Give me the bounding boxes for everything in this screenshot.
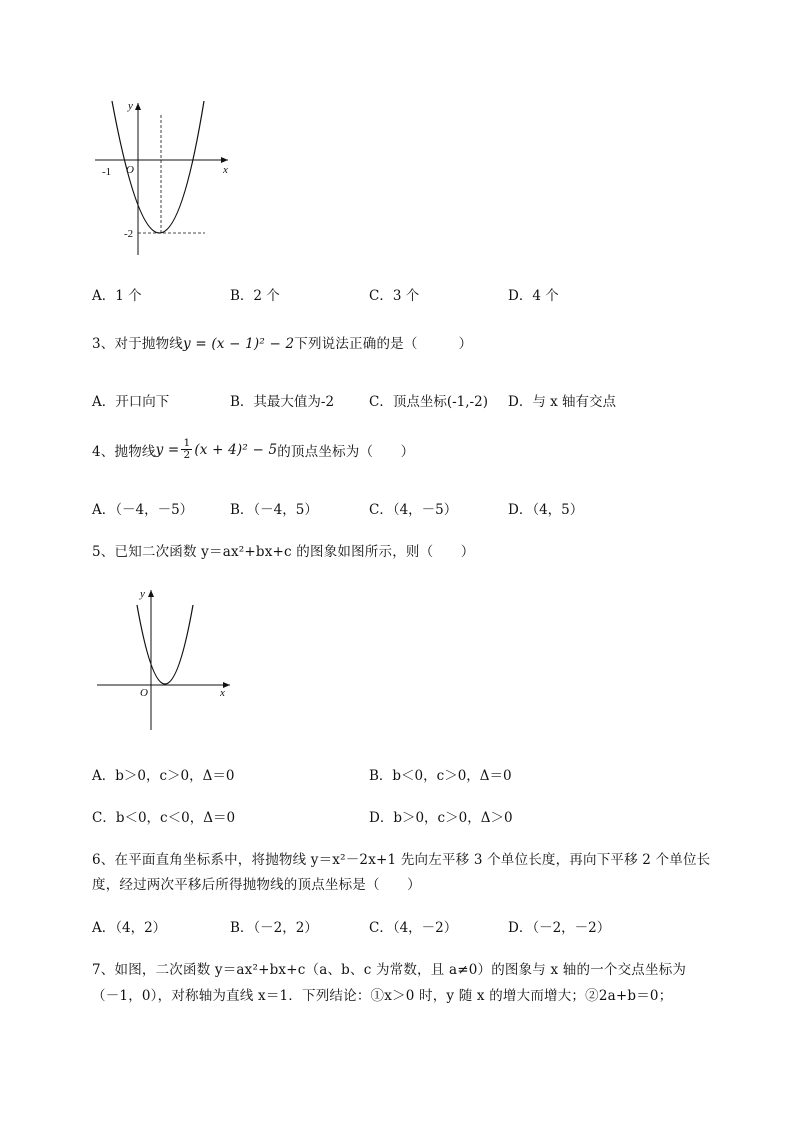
question-7-line-2: （－1，0），对称轴为直线 x＝1．下列结论：①x＞0 时，y 随 x 的增大而增大；②2a+b＝0；: [92, 988, 673, 1004]
axis-label-x: x: [223, 164, 228, 176]
question-5: 5、已知二次函数 y＝ax²+bx+c 的图象如图所示，则（ ）: [92, 544, 475, 560]
q6-option-a[interactable]: A．（4，2）: [92, 920, 167, 936]
q4-fraction: [181, 438, 192, 461]
y-axis-arrow: [135, 103, 141, 110]
q2-option-b[interactable]: B．2 个: [230, 288, 280, 304]
axis-label-y: y: [128, 100, 133, 112]
q4-option-b[interactable]: B．（－4，5）: [230, 502, 318, 518]
tick-label-neg1: -1: [102, 166, 112, 178]
q3-option-c[interactable]: C．顶点坐标(-1,-2): [369, 394, 488, 410]
question-6-line-1: 6、在平面直角坐标系中，将抛物线 y＝x²－2x+1 先向左平移 3 个单位长度，再向下平移 2 个单位长: [92, 852, 711, 868]
q4-prefix: 4、抛物线: [92, 443, 156, 460]
parabola-curve: [137, 605, 193, 684]
q5-option-c[interactable]: C．b＜0，c＜0，Δ＝0: [92, 810, 236, 826]
q4-formula-right: (x + 4)² − 5: [194, 441, 278, 458]
origin-label: O: [140, 687, 148, 699]
q4-option-d[interactable]: D．（4，5）: [508, 502, 584, 518]
q2-option-a[interactable]: A．1 个: [92, 288, 142, 304]
y-axis-arrow: [148, 590, 154, 597]
question-6-line-2: 度，经过两次平移后所得抛物线的顶点坐标是（ ）: [92, 877, 421, 893]
q4-fraction-denominator: 2: [183, 449, 191, 461]
q6-option-c[interactable]: C．（4，－2）: [369, 920, 458, 936]
q3-prefix: 3、对于抛物线: [92, 336, 183, 352]
question-3: [92, 332, 472, 352]
question-4: [92, 438, 414, 461]
q5-option-a[interactable]: A．b＞0，c＞0，Δ＝0: [92, 768, 235, 784]
q4-fraction-numerator: 1: [183, 437, 191, 449]
q3-option-d[interactable]: D．与 x 轴有交点: [508, 394, 617, 410]
q5-option-d[interactable]: D．b＞0，c＞0，Δ＞0: [369, 810, 513, 826]
figure-parabola-2: [92, 585, 242, 735]
q3-suffix: 下列说法正确的是（ ）: [294, 336, 473, 352]
q4-formula-left: y =: [155, 441, 180, 458]
figure-parabola-1: [90, 95, 240, 260]
x-axis-arrow: [221, 157, 228, 163]
q6-option-b[interactable]: B．（－2，2）: [230, 920, 318, 936]
axis-label-x: x: [220, 687, 225, 699]
question-7-line-1: 7、如图，二次函数 y＝ax²+bx+c（a、b、c 为常数，且 a≠0）的图象与 x 轴的一个交点坐标为: [92, 962, 687, 978]
axis-label-y: y: [140, 588, 145, 600]
q4-option-a[interactable]: A．（－4，－5）: [92, 502, 194, 518]
q2-option-d[interactable]: D．4 个: [508, 288, 559, 304]
q4-suffix: 的顶点坐标为（ ）: [277, 443, 415, 460]
q3-option-a[interactable]: A．开口向下: [92, 394, 170, 410]
tick-label-neg2: -2: [124, 228, 134, 240]
q5-option-b[interactable]: B．b＜0，c＞0，Δ＝0: [369, 768, 512, 784]
q2-option-c[interactable]: C．3 个: [369, 288, 420, 304]
origin-label: O: [126, 164, 134, 176]
q3-option-b[interactable]: B．其最大值为-2: [230, 394, 335, 410]
q3-formula: y = (x − 1)² − 2: [183, 336, 295, 352]
q6-option-d[interactable]: D．（－2，－2）: [508, 920, 611, 936]
q4-option-c[interactable]: C．（4，－5）: [369, 502, 458, 518]
